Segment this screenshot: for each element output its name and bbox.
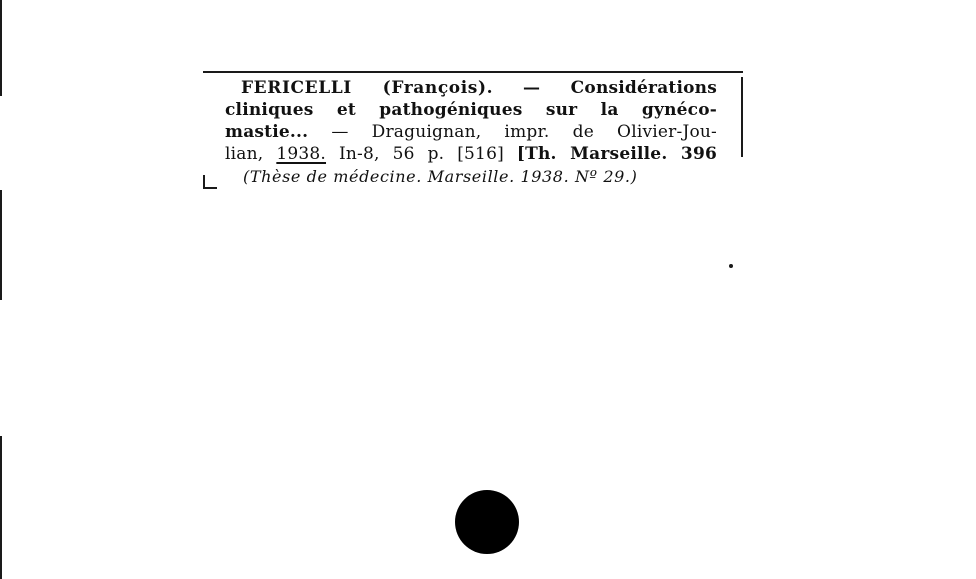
card-right-rule xyxy=(741,77,743,157)
scan-speck xyxy=(729,264,733,268)
entry-line-3: mastie... — Draguignan, impr. de Olivier-Jou- xyxy=(225,122,717,142)
entry-line-2: cliniques et pathogéniques sur la gynéco- xyxy=(225,100,717,120)
card-bottom-mark xyxy=(203,187,217,189)
scan-border-left-bottom xyxy=(0,436,2,579)
entry-line-1 xyxy=(225,77,717,99)
scan-border-left-top xyxy=(0,0,2,96)
title-start: — Considérations xyxy=(523,78,717,98)
thesis-note: (Thèse de médecine. Marseille. 1938. Nº 29.) xyxy=(243,167,638,186)
publication-year: 1938. xyxy=(276,144,327,164)
card-top-rule xyxy=(203,71,743,73)
bibliographic-entry xyxy=(225,77,717,165)
catalog-card xyxy=(203,71,743,195)
publisher-end: lian, xyxy=(225,144,264,164)
title-end: mastie... xyxy=(225,122,309,142)
scan-border-left-middle xyxy=(0,190,2,300)
entry-line-4 xyxy=(225,143,717,165)
thesis-reference: [Th. Marseille. 396 xyxy=(516,144,718,164)
author-name: FERICELLI (François). xyxy=(241,78,494,98)
format-pages: In-8, 56 p. [516] xyxy=(338,144,504,164)
card-left-tick xyxy=(203,175,205,187)
card-punch-hole xyxy=(455,490,519,554)
